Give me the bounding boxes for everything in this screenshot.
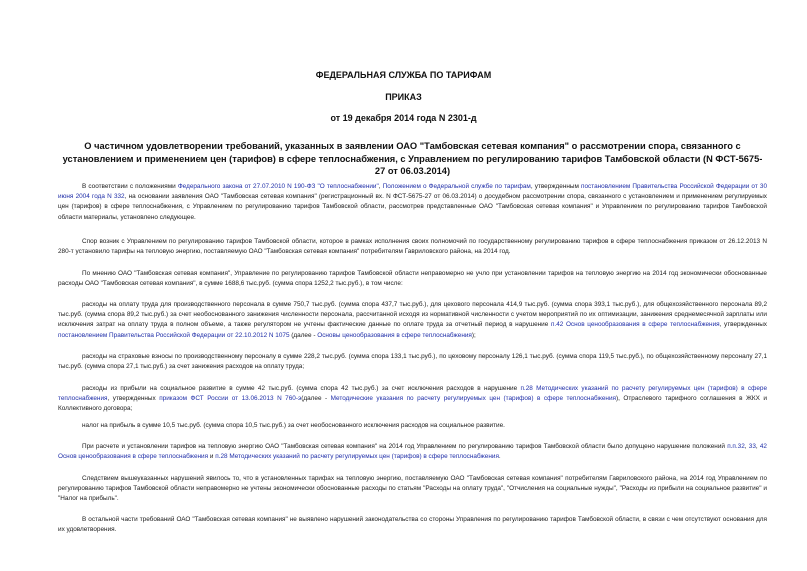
paragraph-profit-tax: налог на прибыль в сумме 10,5 тыс.руб. (сумма спора 10,5 тыс.руб.) за счет необоснованного исключения расходов на социальное развитие. — [82, 422, 505, 429]
document-type-heading: ПРИКАЗ — [385, 92, 422, 102]
paragraph-labor-costs — [58, 300, 767, 341]
document-date-number: от 19 декабря 2014 года N 2301-д — [330, 113, 477, 123]
text-span: , — [755, 443, 760, 450]
paragraph-company-opinion: По мнению ОАО "Тамбовская сетевая компания", Управление по регулированию тарифов Тамбовской области неправомерно не учло при установлении тарифов на тепловую энергию на 2014 год экономически обоснованные расходы ОАО "Тамбовская сетевая компания", в сумме 1688,6 тыс.руб. (сумма спора 1252,2 тыс.руб.), в том числе: — [58, 270, 767, 288]
link-methodical-guidelines[interactable]: Методические указания по расчету регулируемых цен (тарифов) в сфере теплоснабжения — [330, 395, 616, 403]
text-span: , — [378, 183, 383, 190]
link-pricing-basics[interactable]: Основы ценообразования в сфере теплоснабжения — [317, 331, 472, 339]
text-span: , на основании заявления ОАО "Тамбовская сетевая компания" (регистрационный вх. N ФСТ-5675-27 от 06.03.2014) о досудебном рассмотрении спора, связанного с установлением и применением регулируемых цен (тарифов) в сфере теплоснабжения, с Управлением по регулированию тарифов Тамбовской области, рассмотрев представленные ОАО "Тамбовская сетевая компания" и Управлением по регулированию тарифов Тамбовской области материалы, установлено следующее. — [58, 193, 767, 221]
text-span: и — [208, 453, 216, 461]
link-methodical-guidelines-p28[interactable]: п.28 Методических указаний по расчету регулируемых цен (тарифов) в сфере теплоснабжения — [58, 385, 767, 403]
link-government-decree-1075[interactable]: постановлением Правительства Российской Федерации от 22.10.2012 N 1075 — [58, 331, 290, 339]
agency-heading: ФЕДЕРАЛЬНАЯ СЛУЖБА ПО ТАРИФАМ — [315, 70, 492, 80]
text-span: ); — [471, 331, 476, 339]
paragraph-insurance-costs: расходы на страховые взносы по производственному персоналу в сумме 228,2 тыс.руб. (сумма спора 133,1 тыс.руб.), по цеховому персоналу 126,1 тыс.руб. (сумма спора 119,5 тыс.руб.), по общехозяйственному персоналу 27,1 тыс.руб. (сумма спора 27,1 тыс.руб.) за счет занижения расходов на оплату труда; — [58, 353, 767, 371]
paragraph-basis — [58, 182, 767, 223]
text-span: , утвержденных — [719, 321, 767, 329]
paragraph-consequence: Следствием вышеуказанных нарушений явилось то, что в установленных тарифах на тепловую энергию, поставляемую ОАО "Тамбовская сетевая компания" потребителям Гавриловского района, на 2014 год Управлением по регулированию тарифов Тамбовской области неправомерно не учтены экономически обоснованные расходы по статьям "Расходы на оплату труда", "Отчисления на социальные нужды", "Расходы из прибыли на социальное развитие" и "Налог на прибыль". — [58, 475, 767, 503]
paragraph-social-development — [58, 384, 767, 415]
link-methodical-guidelines-28[interactable]: п.28 Методических указаний по расчету регулируемых цен (тарифов) в сфере теплоснабжения — [215, 453, 499, 461]
text-span: . — [498, 453, 501, 461]
link-pricing-basics-42[interactable]: 42 Основ ценообразования в сфере теплоснабжения — [58, 443, 767, 461]
paragraph-violations — [58, 442, 767, 462]
paragraph-dispute: Спор возник с Управлением по регулированию тарифов Тамбовской области, которое в рамках исполнения своих полномочий по государственному регулированию тарифов в сфере теплоснабжения приказом от 26.12.2013 N 280-т установило тарифы на тепловую энергию, поставляемую ОАО "Тамбовская сетевая компания" потребителям Гавриловского района, на 2014 год. — [58, 238, 767, 256]
text-span: (далее - — [289, 331, 318, 339]
link-pp-32[interactable]: п.п.32 — [727, 443, 745, 450]
text-span: , утвержденным — [530, 183, 582, 190]
text-span: ), Отраслевого тарифного соглашения в ЖКХ и Коллективного договора; — [58, 395, 767, 413]
text-span: , утвержденных — [107, 395, 160, 403]
text-span: , — [744, 443, 749, 450]
text-span: расходы из прибыли на социальное развитие в сумме 42 тыс.руб. (сумма спора 42 тыс.руб.) за счет исключения расходов в нарушение — [82, 385, 521, 392]
text-span: При расчете и установлении тарифов на тепловую энергию ОАО "Тамбовская сетевая компания" на 2014 год Управлением по регулированию тарифов Тамбовской области было допущено нарушение положений — [82, 443, 728, 450]
link-federal-law-190[interactable]: Федерального закона от 27.07.2010 N 190-ФЗ "О теплоснабжении" — [177, 183, 379, 190]
link-fst-order-760[interactable]: приказом ФСТ России от 13.06.2013 N 760-э — [159, 395, 302, 403]
text-span: В соответствии с положениями — [82, 183, 178, 190]
document-title: О частичном удовлетворении требований, указанных в заявлении ОАО "Тамбовская сетевая компания" о рассмотрении спора, связанного с установлением и применением цен (тарифов) в сфере теплоснабжения, с Управлением по регулированию тарифов Тамбовской области (N ФСТ-5675-27 от 06.03.2014) — [62, 141, 763, 176]
link-fst-regulation[interactable]: Положением о Федеральной службе по тарифам — [382, 183, 531, 190]
paragraph-remaining-claims: В остальной части требований ОАО "Тамбовская сетевая компания" не выявлено нарушений законодательства со стороны Управления по регулированию тарифов Тамбовской области, в связи с чем отсутствуют основания для их удовлетворения. — [58, 516, 767, 534]
link-government-decree-332[interactable]: постановлением Правительства Российской Федерации от 30 июня 2004 года N 332 — [58, 183, 767, 201]
link-p-33[interactable]: 33 — [748, 443, 756, 450]
link-pricing-basics-p42[interactable]: п.42 Основ ценообразования в сфере теплоснабжения — [550, 321, 720, 329]
text-span: расходы на оплату труда для производственного персонала в сумме 750,7 тыс.руб. (сумма спора 437,7 тыс.руб.), для цехового персонала 414,9 тыс.руб. (сумма спора 393,1 тыс.руб.), для общехозяйственного персонала 89,2 тыс.руб. (сумма спора 89,2 тыс.руб.) за счет необоснованного занижения численности персонала, рассчитанной исходя из нормативной численности с учетом мероприятий по их оптимизации, занижения среднемесячной зарплаты или исключения затрат на оплату труда в полном объеме, а также регулятором не учтены фактические данные по оплате труда за отчетный период в нарушение — [58, 301, 767, 329]
text-span: (далее - — [301, 395, 331, 403]
